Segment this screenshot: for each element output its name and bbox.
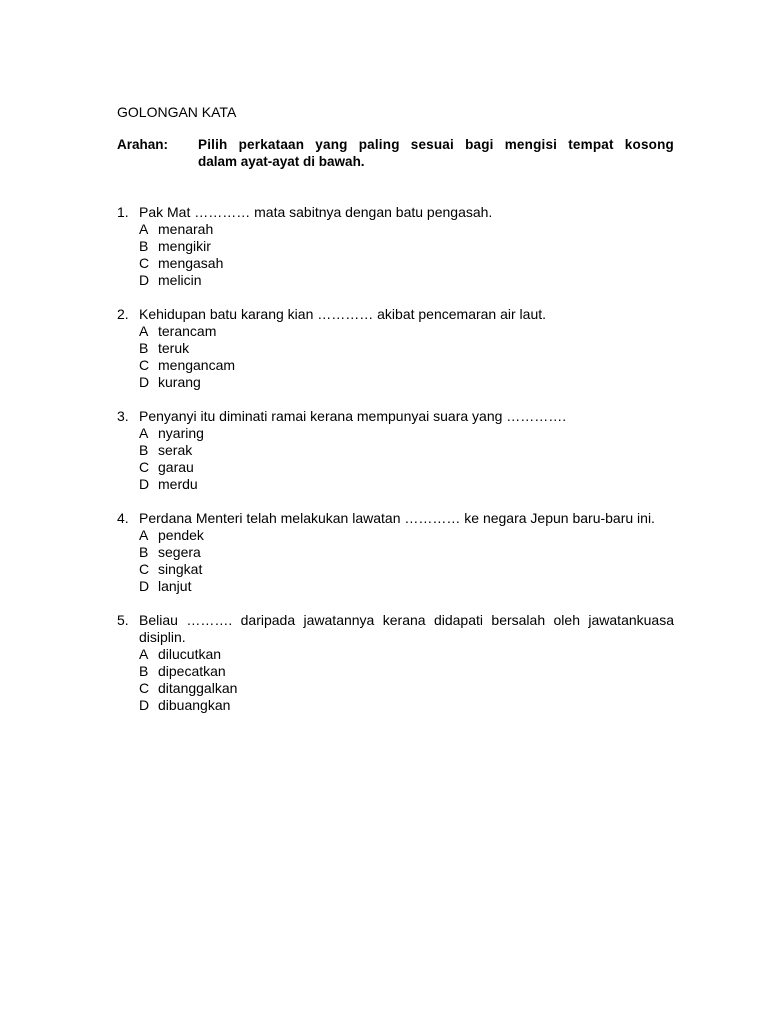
- directions-line-1: Pilih perkataan yang paling sesuai bagi mengisi tempat kosong: [198, 137, 674, 152]
- option-text: ditanggalkan: [158, 680, 238, 696]
- option-text: merdu: [158, 476, 198, 492]
- option-text: terancam: [158, 323, 217, 339]
- option-list: [139, 527, 674, 595]
- option-letter: C: [139, 680, 150, 696]
- option-b[interactable]: [139, 544, 674, 561]
- option-text: dibuangkan: [158, 697, 231, 713]
- question-text: Beliau ………. daripada jawatannya kerana didapati bersalah oleh jawatankuasa disiplin.: [139, 612, 674, 645]
- option-c[interactable]: [139, 459, 674, 476]
- option-letter: C: [139, 255, 150, 271]
- option-c[interactable]: [139, 357, 674, 374]
- question-body: [139, 612, 674, 714]
- option-letter: A: [139, 425, 149, 441]
- option-b[interactable]: [139, 442, 674, 459]
- option-list: [139, 323, 674, 391]
- option-letter: B: [139, 340, 149, 356]
- directions-label: Arahan:: [117, 137, 169, 152]
- option-d[interactable]: [139, 697, 674, 714]
- directions: [117, 136, 674, 170]
- option-a[interactable]: [139, 221, 674, 238]
- question-body: [139, 306, 674, 391]
- option-letter: B: [139, 663, 149, 679]
- question-body: [139, 510, 674, 595]
- option-b[interactable]: [139, 340, 674, 357]
- option-text: segera: [158, 544, 201, 560]
- option-d[interactable]: [139, 476, 674, 493]
- option-text: teruk: [158, 340, 190, 356]
- option-letter: D: [139, 697, 150, 713]
- page-title: GOLONGAN KATA: [117, 104, 237, 120]
- option-c[interactable]: [139, 680, 674, 697]
- option-text: melicin: [158, 272, 202, 288]
- question-number: 5.: [117, 612, 129, 628]
- option-letter: D: [139, 578, 150, 594]
- option-text: dilucutkan: [158, 646, 222, 662]
- question-5: [117, 612, 674, 714]
- question-text: Penyanyi itu diminati ramai kerana mempunyai suara yang ………….: [139, 408, 567, 424]
- option-letter: D: [139, 272, 150, 288]
- option-a[interactable]: [139, 646, 674, 663]
- question-body: [139, 204, 674, 289]
- option-c[interactable]: [139, 255, 674, 272]
- option-letter: B: [139, 238, 149, 254]
- option-list: [139, 221, 674, 289]
- directions-line-2: dalam ayat-ayat di bawah.: [198, 154, 365, 169]
- option-text: singkat: [158, 561, 203, 577]
- question-number: 2.: [117, 306, 129, 322]
- question-text: Kehidupan batu karang kian ………… akibat pencemaran air laut.: [139, 306, 547, 322]
- option-a[interactable]: [139, 425, 674, 442]
- question-number: 1.: [117, 204, 129, 220]
- question-number: 3.: [117, 408, 129, 424]
- worksheet-page: [117, 103, 674, 731]
- option-text: menarah: [158, 221, 214, 237]
- option-text: nyaring: [158, 425, 204, 441]
- option-letter: A: [139, 646, 149, 662]
- option-text: mengasah: [158, 255, 224, 271]
- option-b[interactable]: [139, 238, 674, 255]
- option-a[interactable]: [139, 323, 674, 340]
- option-text: lanjut: [158, 578, 192, 594]
- option-list: [139, 646, 674, 714]
- option-letter: A: [139, 221, 149, 237]
- option-letter: D: [139, 476, 150, 492]
- question-text: Perdana Menteri telah melakukan lawatan ………… ke negara Jepun baru-baru ini.: [139, 510, 655, 526]
- option-letter: C: [139, 357, 150, 373]
- option-text: serak: [158, 442, 193, 458]
- option-d[interactable]: [139, 272, 674, 289]
- option-a[interactable]: [139, 527, 674, 544]
- option-letter: A: [139, 323, 149, 339]
- question-body: [139, 408, 674, 493]
- question-2: [117, 306, 674, 391]
- option-text: pendek: [158, 527, 204, 543]
- option-text: dipecatkan: [158, 663, 226, 679]
- option-letter: C: [139, 459, 150, 475]
- option-b[interactable]: [139, 663, 674, 680]
- question-text: Pak Mat ………… mata sabitnya dengan batu pengasah.: [139, 204, 493, 220]
- option-letter: C: [139, 561, 150, 577]
- option-c[interactable]: [139, 561, 674, 578]
- option-text: mengikir: [158, 238, 211, 254]
- option-text: garau: [158, 459, 194, 475]
- option-text: mengancam: [158, 357, 236, 373]
- option-letter: B: [139, 544, 149, 560]
- option-letter: A: [139, 527, 149, 543]
- directions-row: [117, 136, 674, 153]
- option-list: [139, 425, 674, 493]
- question-1: [117, 204, 674, 289]
- option-d[interactable]: [139, 578, 674, 595]
- option-text: kurang: [158, 374, 201, 390]
- question-3: [117, 408, 674, 493]
- option-letter: B: [139, 442, 149, 458]
- option-d[interactable]: [139, 374, 674, 391]
- question-number: 4.: [117, 510, 129, 526]
- question-4: [117, 510, 674, 595]
- option-letter: D: [139, 374, 150, 390]
